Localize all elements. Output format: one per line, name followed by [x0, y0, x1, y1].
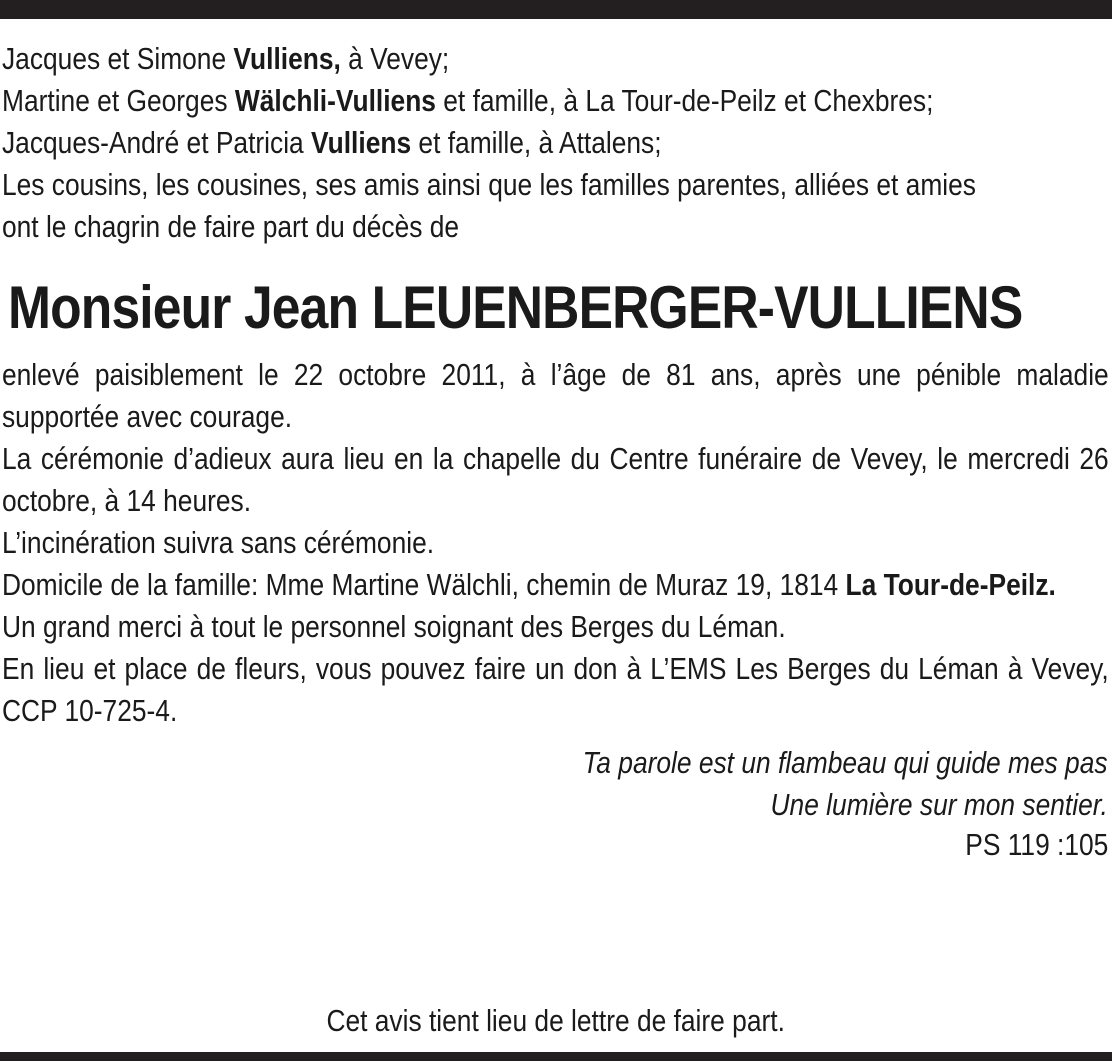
announcement-line: ont le chagrin de faire part du décès de [2, 209, 460, 244]
family-line-3-text: Jacques-André et Patricia [2, 125, 312, 160]
verse-line-1-text: Ta parole est un flambeau qui guide mes pas [583, 745, 1108, 780]
family-line-4: Les cousins, les cousines, ses amis ainsi que les familles parentes, alliées et amies [2, 167, 976, 202]
family-line-2 [2, 80, 1109, 122]
body-paragraph-ceremony: La cérémonie d’adieux aura lieu en la chapelle du Centre funéraire de Vevey, le mercredi 26 octobre, à 14 heures. [2, 441, 1109, 518]
domicile-town: La Tour-de-Peilz. [845, 567, 1056, 602]
family-line-3-surname: Vulliens [311, 125, 412, 160]
body-paragraph-cremation: L’incinération suivra sans cérémonie. [2, 525, 435, 560]
deceased-name: Monsieur Jean LEUENBERGER-VULLIENS [8, 274, 1023, 341]
verse-line-1 [2, 742, 1108, 784]
family-line-1 [2, 38, 942, 80]
family-line-1-surname: Vulliens, [233, 41, 341, 76]
death-notice [2, 38, 1108, 864]
family-line-2-text: Martine et Georges [2, 83, 235, 118]
bottom-border-rule [0, 1052, 1112, 1061]
top-border-rule [0, 0, 1112, 19]
family-line-1-place: à Vevey; [340, 41, 450, 76]
verse-reference-text: PS 119 :105 [964, 827, 1108, 862]
family-line-3-place: et famille, à Attalens; [411, 125, 662, 160]
verse-reference [2, 826, 1108, 864]
family-line-3 [2, 122, 942, 164]
body-paragraph-thanks: Un grand merci à tout le personnel soignant des Berges du Léman. [2, 609, 786, 644]
body-paragraph-donation: En lieu et place de fleurs, vous pouvez faire un don à L’EMS Les Berges du Léman à Vevey, CCP 10-725-4. [2, 651, 1109, 728]
family-line-2-place: et famille, à La Tour-de-Peilz et Chexbres; [435, 83, 934, 118]
family-line-2-surname: Wälchli-Vulliens [234, 83, 436, 118]
closing-note [0, 1000, 1112, 1042]
verse-line-2-text: Une lumière sur mon sentier. [770, 787, 1108, 822]
closing-note-text: Cet avis tient lieu de lettre de faire part. [326, 1003, 786, 1038]
body-paragraph-passing: enlevé paisiblement le 22 octobre 2011, à l’âge de 81 ans, après une pénible maladie supportée avec courage. [2, 357, 1109, 434]
verse-line-2 [2, 784, 1108, 826]
family-line-1-text: Jacques et Simone [2, 41, 234, 76]
domicile-address: Domicile de la famille: Mme Martine Wälchli, chemin de Muraz 19, 1814 [2, 567, 846, 602]
body-paragraph-domicile [2, 564, 1109, 606]
